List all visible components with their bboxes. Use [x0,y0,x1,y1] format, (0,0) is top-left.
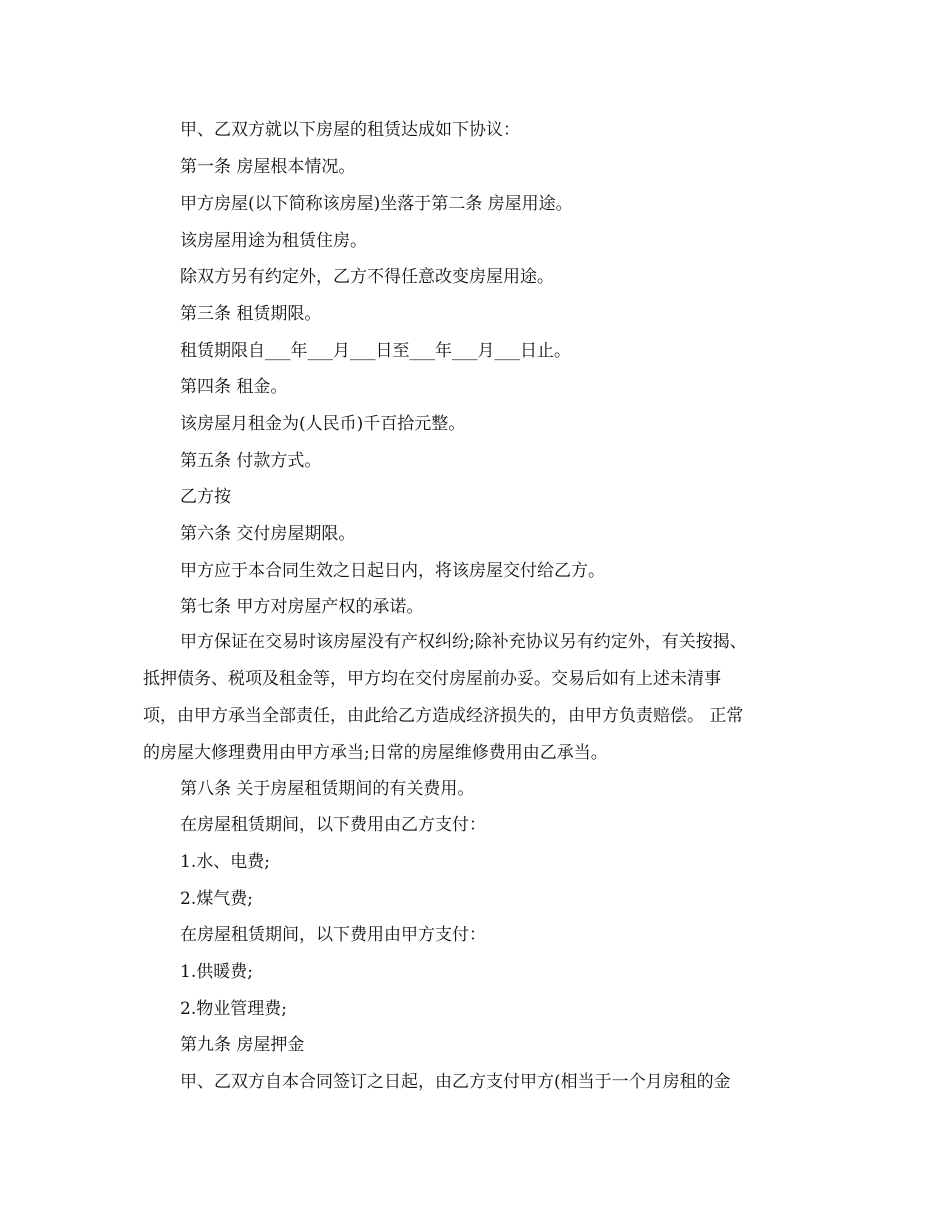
text-line: 甲、乙双方自本合同签订之日起，由乙方支付甲方(相当于一个月房租的金 [180,1072,731,1092]
article-heading: 第七条 甲方对房屋产权的承诺。 [180,597,424,617]
text-line: 甲、乙双方就以下房屋的租赁达成如下协议： [180,120,520,140]
text-line: 在房屋租赁期间，以下费用由甲方支付： [180,925,486,945]
article-heading: 第一条 房屋根本情况。 [180,157,356,177]
list-item: 1.供暖费; [180,962,253,982]
text-line: 在房屋租赁期间，以下费用由乙方支付： [180,815,486,835]
text-line: 租赁期限自___年___月___日至___年___月___日止。 [180,341,571,361]
paragraph-line: 的房屋大修理费用由甲方承当;日常的房屋维修费用由乙承当。 [143,743,608,763]
article-heading: 第九条 房屋押金 [180,1035,305,1055]
article-heading: 第八条 关于房屋租赁期间的有关费用。 [180,779,475,799]
text-line: 甲方房屋(以下简称该房屋)坐落于第二条 房屋用途。 [180,194,573,214]
text-line: 该房屋月租金为(人民币)千百拾元整。 [180,414,466,434]
paragraph-article-7 [143,624,808,772]
list-item: 1.水、电费; [180,852,270,872]
list-item: 2.煤气费; [180,889,253,909]
text-line: 除双方另有约定外，乙方不得任意改变房屋用途。 [180,267,554,287]
text-line: 甲方应于本合同生效之日起日内，将该房屋交付给乙方。 [180,561,605,581]
paragraph-line: 甲方保证在交易时该房屋没有产权纠纷;除补充协议另有约定外，有关按揭、 [180,632,747,652]
article-heading: 第五条 付款方式。 [180,451,322,471]
paragraph-line: 项，由甲方承当全部责任，由此给乙方造成经济损失的，由甲方负责赔偿。 正常 [143,706,744,726]
article-heading: 第三条 租赁期限。 [180,304,322,324]
article-heading: 第四条 租金。 [180,377,288,397]
text-line: 该房屋用途为租赁住房。 [180,231,367,251]
article-heading: 第六条 交付房屋期限。 [180,524,356,544]
text-line: 乙方按 [180,487,231,507]
paragraph-line: 抵押债务、税项及租金等，甲方均在交付房屋前办妥。交易后如有上述未清事 [143,669,721,689]
list-item: 2.物业管理费; [180,999,287,1019]
